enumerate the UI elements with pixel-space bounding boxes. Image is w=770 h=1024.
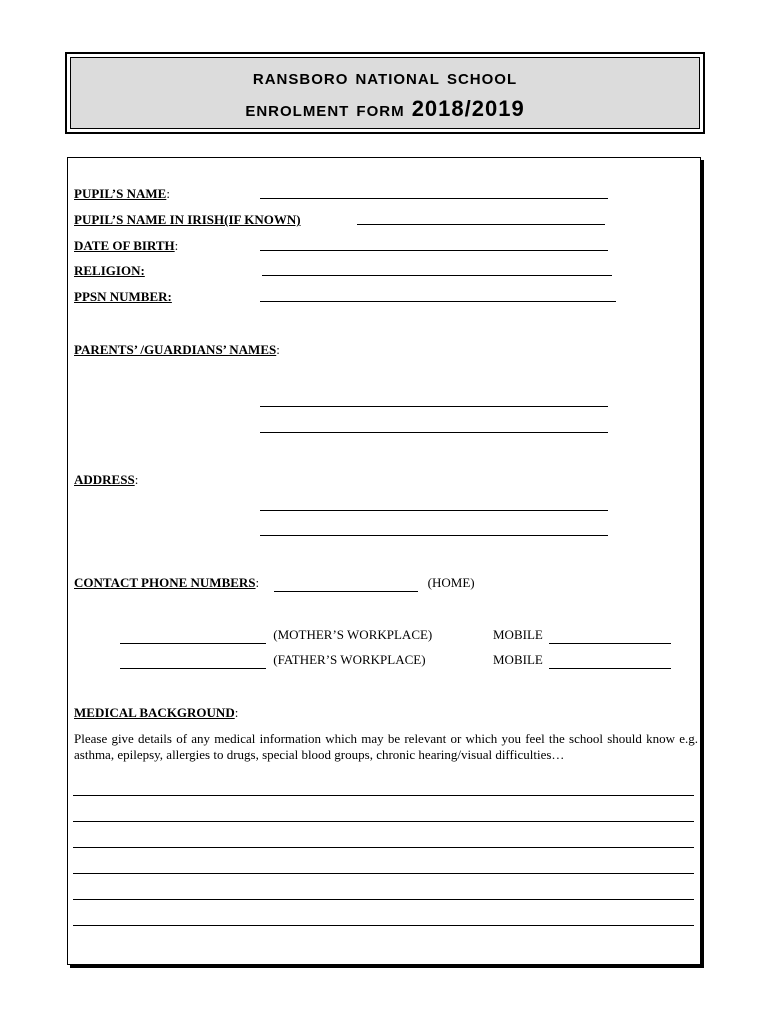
medical-line-6[interactable] [73, 925, 694, 926]
home-phone-field[interactable] [274, 575, 418, 592]
pupil-name-label: PUPIL’S NAME: [74, 186, 170, 201]
father-mobile-row [493, 652, 671, 669]
medical-line-3[interactable] [73, 847, 694, 848]
date-of-birth-field[interactable] [260, 250, 608, 251]
medical-line-4[interactable] [73, 873, 694, 874]
form-title: enrolment form 2018/2019 [245, 96, 525, 121]
mother-workplace-label: (MOTHER’S WORKPLACE) [273, 627, 433, 642]
medical-instructions: Please give details of any medical information which may be relevant or which you feel the school should know e.g. asthma, epilepsy, allergies to drugs, special blood groups, chronic hearing/visual difficulties… [74, 731, 698, 762]
contact-row: CONTACT PHONE NUMBERS: (HOME) [74, 575, 475, 590]
father-mobile-label: MOBILE [493, 652, 543, 667]
school-name: ransboro national school [252, 64, 518, 89]
contact-label: CONTACT PHONE NUMBERS [74, 575, 256, 590]
address-field-1[interactable] [260, 510, 608, 511]
address-field-2[interactable] [260, 535, 608, 536]
pupil-name-field[interactable] [260, 198, 608, 199]
father-workplace-field[interactable] [120, 652, 266, 669]
form-header-inner [70, 57, 700, 129]
mother-mobile-label: MOBILE [493, 627, 543, 642]
pupil-name-irish-label: PUPIL’S NAME IN IRISH(IF KNOWN) [74, 212, 301, 227]
pupil-name-irish-field[interactable] [357, 224, 605, 225]
medical-label: MEDICAL BACKGROUND: [74, 705, 239, 720]
medical-line-1[interactable] [73, 795, 694, 796]
ppsn-label: PPSN NUMBER: [74, 289, 172, 304]
address-label: ADDRESS: [74, 472, 139, 487]
parent-name-field-2[interactable] [260, 432, 608, 433]
mother-phone-row [120, 627, 432, 644]
medical-line-5[interactable] [73, 899, 694, 900]
mother-mobile-row [493, 627, 671, 644]
parents-label: PARENTS’ /GUARDIANS’ NAMES: [74, 342, 280, 357]
religion-label: RELIGION: [74, 263, 145, 278]
ppsn-field[interactable] [260, 301, 616, 302]
parent-name-field-1[interactable] [260, 406, 608, 407]
religion-field[interactable] [262, 275, 612, 276]
mother-mobile-field[interactable] [549, 627, 671, 644]
father-mobile-field[interactable] [549, 652, 671, 669]
form-body [67, 157, 701, 965]
form-header [65, 52, 705, 134]
father-phone-row [120, 652, 426, 669]
father-workplace-label: (FATHER’S WORKPLACE) [273, 652, 426, 667]
medical-line-2[interactable] [73, 821, 694, 822]
mother-workplace-field[interactable] [120, 627, 266, 644]
home-label: (HOME) [427, 575, 475, 590]
date-of-birth-label: DATE OF BIRTH: [74, 238, 179, 253]
